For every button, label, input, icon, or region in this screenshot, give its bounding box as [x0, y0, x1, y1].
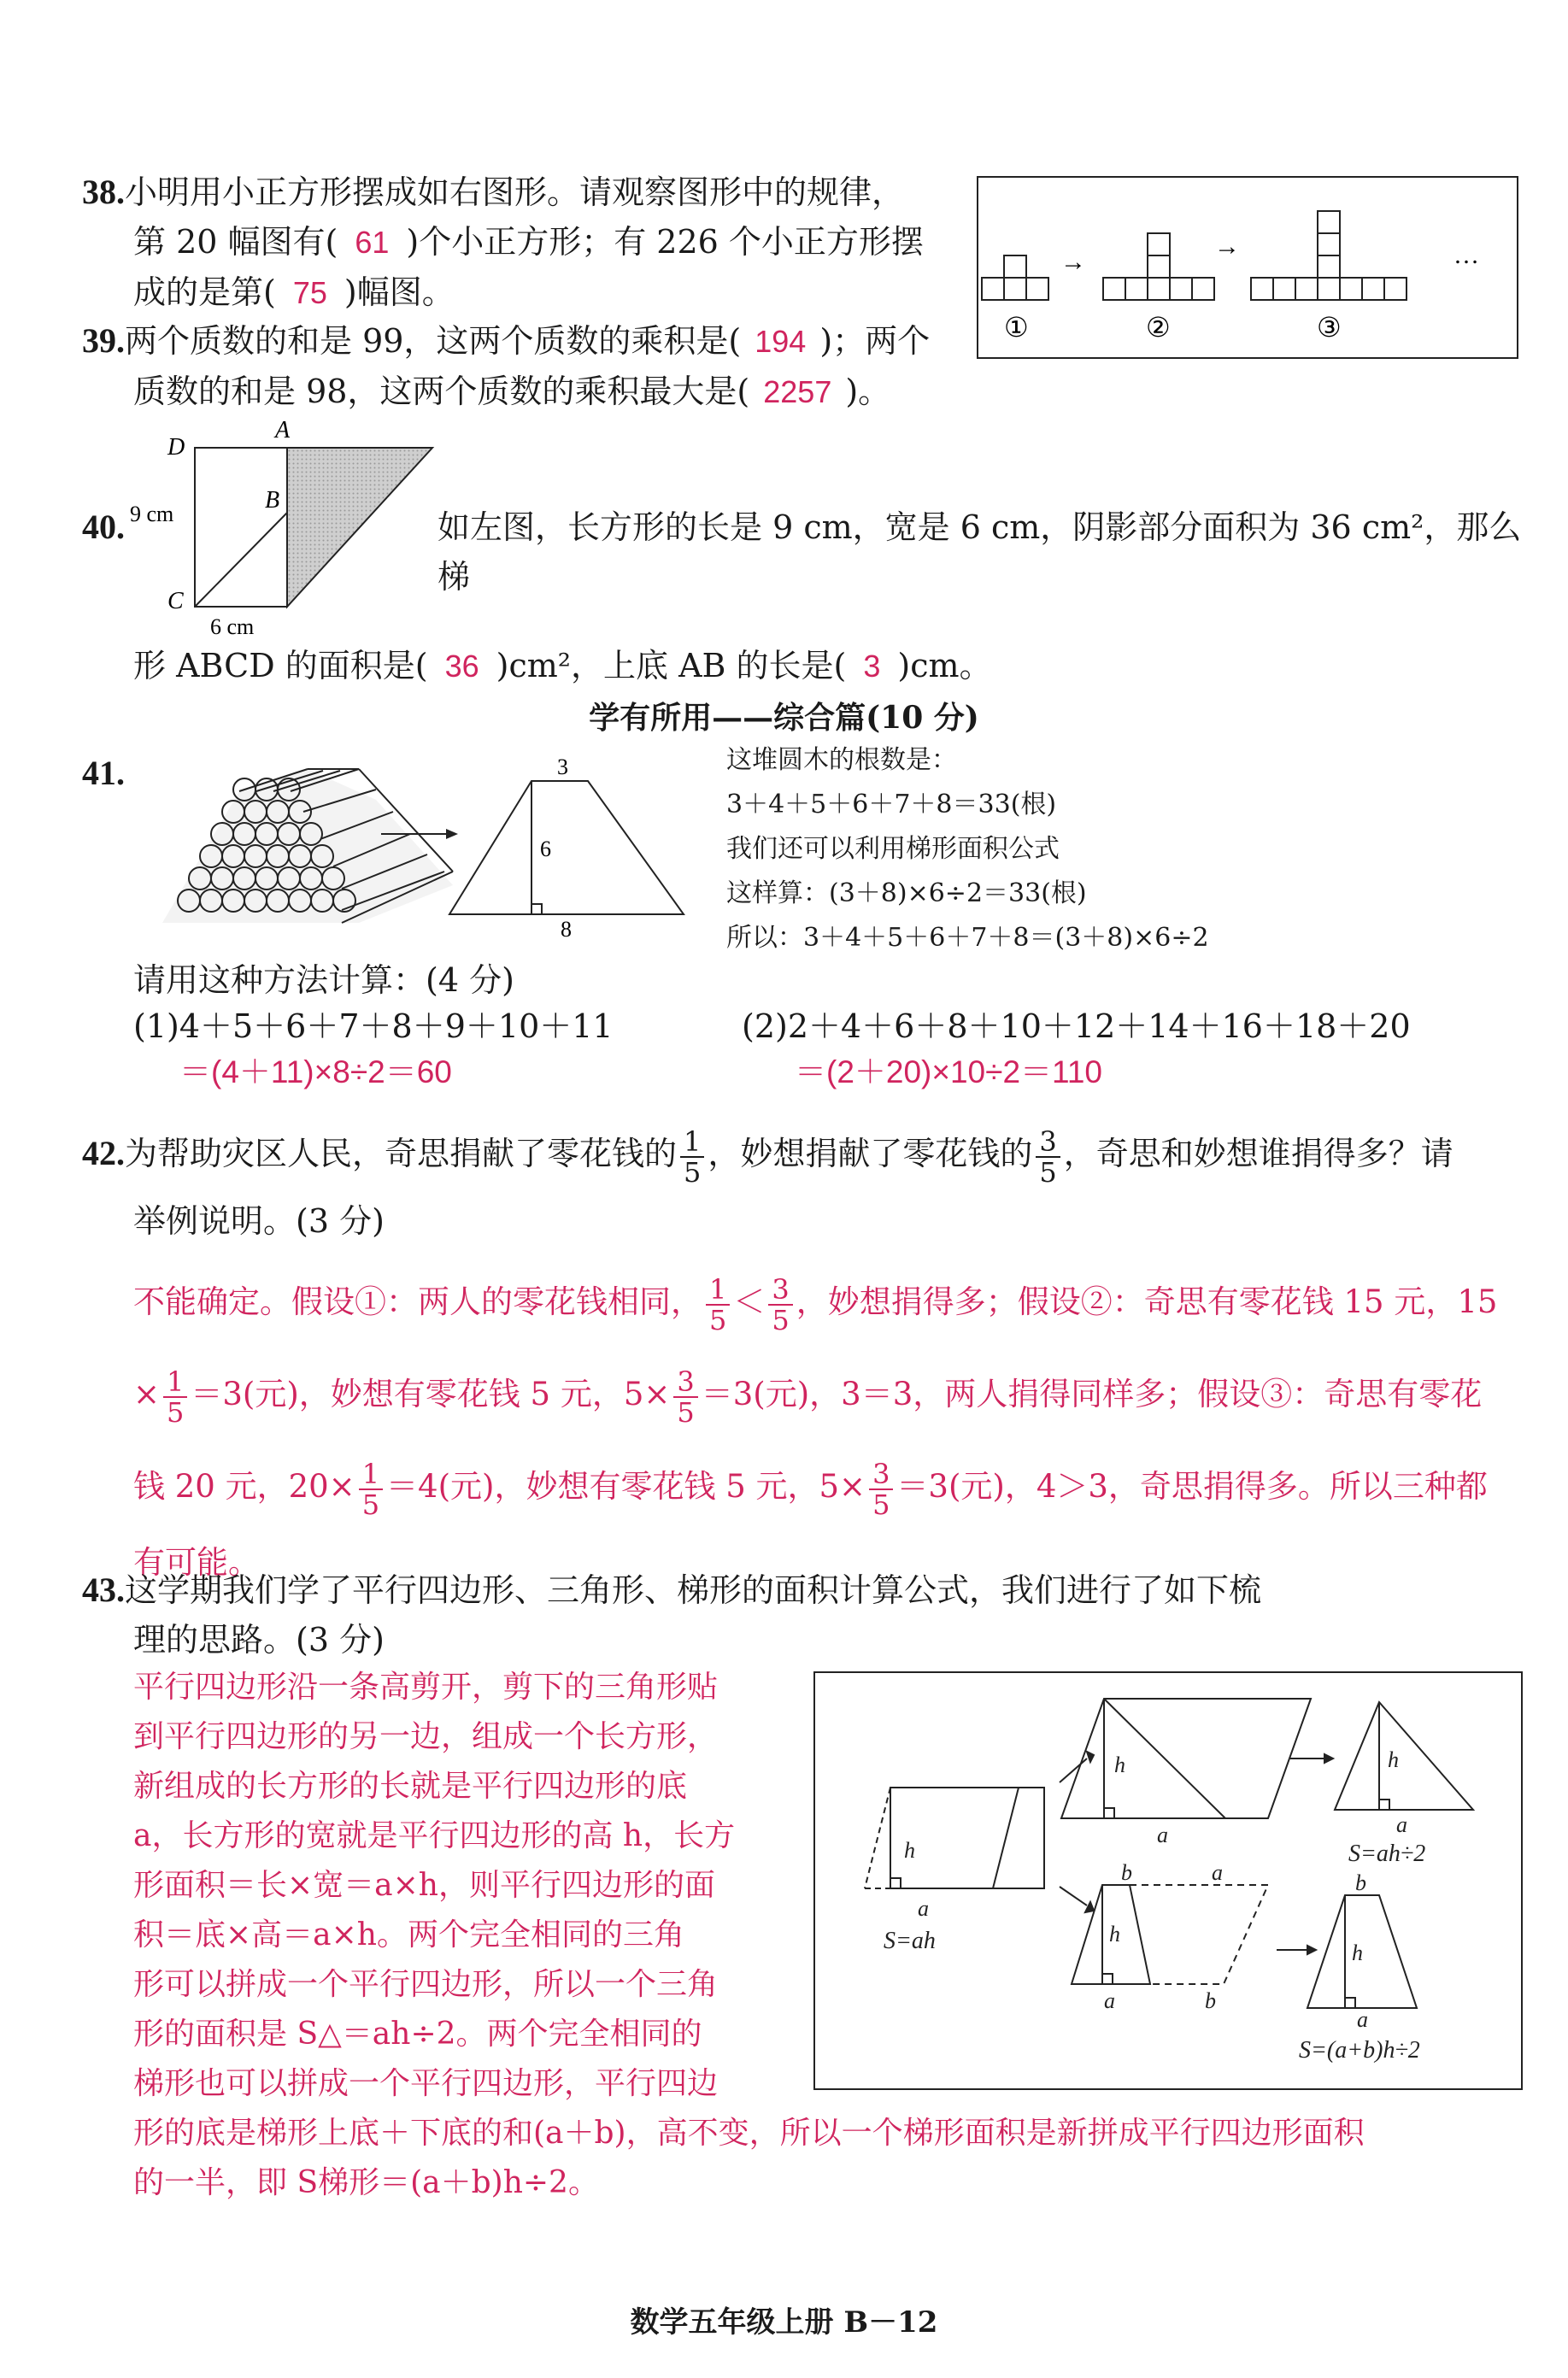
label-B: B — [265, 487, 280, 514]
q39-line1b: )；两个 — [819, 322, 931, 360]
q43-answer-line: 积＝底×高＝a×h。两个完全相同的三角 — [133, 1917, 684, 1952]
frac-den: 5 — [709, 1303, 727, 1336]
q41-number: 41. — [82, 754, 125, 792]
q41-explain-line: 这堆圆木的根数是： — [726, 745, 957, 775]
q38-line2a: 第 20 幅图有( — [133, 223, 338, 261]
fraction — [163, 1367, 187, 1427]
q43-answer-line: 形的面积是 S△＝ah÷2。两个完全相同的 — [133, 2017, 702, 2052]
label-a: a — [918, 1896, 929, 1921]
q38-line3b: )幅图。 — [344, 273, 455, 311]
label-h: h — [1114, 1753, 1125, 1777]
trap-height-label: 6 — [540, 837, 551, 861]
q38-line3a: 成的是第( — [133, 273, 276, 311]
q42-a2a: × — [133, 1376, 161, 1412]
q42-t3: ，奇思和妙想谁捐得多？请 — [1063, 1135, 1453, 1172]
q41-explain-line: 这样算：(3＋8)×6÷2＝33(根) — [726, 878, 1087, 908]
q38-line2b: )个小正方形；有 226 个小正方形摆 — [406, 223, 924, 261]
q43-number: 43. — [82, 1571, 125, 1609]
square — [1004, 255, 1026, 278]
q39-line1a: 两个质数的和是 99，这两个质数的乘积是( — [125, 322, 742, 360]
parallelogram-shape — [1061, 1699, 1311, 1818]
q43-figure — [813, 1671, 1523, 2090]
arrow-icon: → — [1060, 248, 1086, 276]
formula-rectangle: S=ah — [884, 1928, 936, 1954]
q38-text — [82, 167, 971, 318]
frac-num: 3 — [869, 1459, 893, 1490]
trap-bottom-label: 8 — [561, 917, 572, 940]
frac-den: 5 — [167, 1395, 185, 1429]
q41-figure — [128, 752, 726, 940]
q40-number-wrap — [82, 502, 125, 552]
q38-fig-label-3: ③ — [1317, 312, 1342, 343]
frac-num: 1 — [680, 1127, 704, 1158]
label-h: h — [904, 1838, 915, 1863]
q40-line2c: )cm。 — [897, 647, 992, 684]
q43-answer-line: 平行四边形沿一条高剪开，剪下的三角形贴 — [133, 1670, 719, 1705]
frac-den: 5 — [1039, 1155, 1057, 1189]
q40-line2a: 形 ABCD 的面积是( — [133, 647, 428, 684]
fraction — [673, 1367, 697, 1427]
q41-explain-line: 所以：3＋4＋5＋6＋7＋8＝(3＋8)×6÷2 — [726, 923, 1209, 953]
q42-a1: 不能确定。假设①：两人的零花钱相同， — [133, 1283, 702, 1320]
q42-t4: 举例说明。(3 分) — [133, 1202, 385, 1240]
q38-answer-1: 61 — [355, 225, 390, 260]
label-h: h — [1109, 1922, 1120, 1946]
q43-answer-line: 形面积＝长×宽＝a×h，则平行四边形的面 — [133, 1868, 715, 1903]
q41-explanation — [726, 738, 1521, 960]
q40-trapezoid-svg — [82, 419, 458, 641]
label-b: b — [1121, 1860, 1132, 1885]
frac-den: 5 — [772, 1303, 790, 1336]
q43-answer-left — [133, 1663, 808, 2109]
q42-a2b: ＝3(元)，妙想有零花钱 5 元，5× — [191, 1376, 671, 1412]
q41-part2: (2)2＋4＋6＋8＋10＋12＋14＋16＋18＋20 — [742, 1007, 1411, 1045]
frac-num: 3 — [1036, 1127, 1060, 1158]
q43-answer-line: 形可以拼成一个平行四边形，所以一个三角 — [133, 1967, 719, 2002]
q41-part2-answer: ＝(2＋20)×10÷2＝110 — [795, 1054, 1103, 1089]
q39-line2b: )。 — [845, 373, 891, 410]
q39-answer-1: 194 — [755, 324, 807, 359]
label-C: C — [167, 588, 184, 614]
label-h: h — [1388, 1747, 1399, 1772]
q42-a1b: ＜ — [733, 1283, 766, 1320]
q42-a3a: 钱 20 元，20× — [133, 1468, 355, 1505]
q43-area-diagram-svg — [815, 1673, 1521, 2088]
frac-num: 1 — [706, 1275, 730, 1306]
q42-a1c: ，妙想捐得多；假设②：奇思有零花钱 15 元，15 — [796, 1283, 1498, 1320]
section-title: 学有所用——综合篇(10 分) — [589, 700, 979, 736]
formula-triangle: S=ah÷2 — [1348, 1841, 1426, 1867]
q38-fig-label-2: ② — [1146, 312, 1171, 343]
trapezoid — [449, 781, 684, 914]
ellipsis: … — [1453, 241, 1479, 269]
frac-den: 5 — [872, 1488, 890, 1521]
q42-t1: 为帮助灾区人民，奇思捐献了零花钱的 — [125, 1135, 678, 1172]
q41-logs-svg — [128, 752, 726, 940]
q43-answer-bottom — [133, 2109, 1543, 2208]
fraction — [706, 1272, 730, 1336]
diagonal — [195, 513, 287, 607]
q41-number-wrap — [82, 749, 125, 798]
fraction-1-5 — [680, 1124, 704, 1189]
label-h: h — [1352, 1941, 1363, 1965]
q40-answer-1: 36 — [444, 649, 479, 684]
q43-line2: 理的思路。(3 分) — [133, 1621, 385, 1659]
q42-a4: 有可能。 — [133, 1544, 260, 1581]
q43-line1: 这学期我们学了平行四边形、三角形、梯形的面积计算公式，我们进行了如下梳 — [125, 1571, 1262, 1609]
label-side: 9 cm — [130, 502, 174, 526]
q40-number: 40. — [82, 508, 125, 546]
label-bottom: 6 cm — [210, 614, 255, 639]
page-footer: 数学五年级上册 B－12 — [630, 2305, 938, 2340]
q38-fig-label-1: ① — [1004, 312, 1029, 343]
q43-question — [82, 1565, 1535, 1665]
fraction — [359, 1459, 383, 1519]
q43-answer-line: 形的底是梯形上底＋下底的和(a＋b)，高不变，所以一个梯形面积是新拼成平行四边形面积 — [133, 2116, 1365, 2151]
q40-line2 — [133, 641, 1535, 691]
label-b: b — [1205, 1988, 1216, 2013]
label-a: a — [1157, 1823, 1168, 1847]
q39-text — [82, 316, 971, 417]
q38-answer-2: 75 — [292, 275, 327, 310]
label-a: a — [1212, 1860, 1223, 1885]
q42-a3c: ＝3(元)，4＞3，奇思捐得多。所以三种都 — [896, 1468, 1488, 1505]
q43-answer-line: 新组成的长方形的长就是平行四边形的底 — [133, 1769, 688, 1804]
label-a: a — [1104, 1988, 1115, 2013]
q41-explain-line: 我们还可以利用梯形面积公式 — [726, 834, 1060, 864]
square — [1026, 278, 1048, 300]
q39-line2a: 质数的和是 98，这两个质数的乘积最大是( — [133, 373, 750, 410]
q42-t2: ，妙想捐献了零花钱的 — [708, 1135, 1033, 1172]
triangle-shape — [1335, 1702, 1473, 1810]
square — [1004, 278, 1026, 300]
fraction — [869, 1459, 893, 1519]
q41-prompt: 请用这种方法计算：(4 分) — [133, 961, 514, 999]
label-a: a — [1396, 1812, 1407, 1837]
frac-num: 1 — [359, 1459, 383, 1490]
label-a: a — [1357, 2007, 1368, 2032]
q42-number: 42. — [82, 1134, 125, 1172]
q43-answer-line: 到平行四边形的另一边，组成一个长方形， — [133, 1719, 719, 1754]
q43-answer-line: 的一半，即 S梯形＝(a＋b)h÷2。 — [133, 2165, 599, 2200]
frac-num: 1 — [163, 1367, 187, 1398]
label-A: A — [275, 419, 291, 443]
q43-answer-line: 梯形也可以拼成一个平行四边形，平行四边 — [133, 2066, 719, 2101]
label-b: b — [1355, 1870, 1366, 1895]
frac-den: 5 — [677, 1395, 695, 1429]
q40-figure — [82, 419, 458, 641]
q42-question — [82, 1121, 1535, 1187]
frac-num: 3 — [768, 1275, 792, 1306]
q38-number: 38. — [82, 173, 125, 211]
q43-answer-line: a，长方形的宽就是平行四边形的高 h，长方 — [133, 1818, 736, 1853]
label-D: D — [167, 434, 185, 461]
q38-figure — [977, 176, 1518, 359]
q39-number: 39. — [82, 321, 125, 360]
formula-trapezoid: S=(a+b)h÷2 — [1299, 2037, 1420, 2064]
arrow-icon: → — [1214, 232, 1240, 261]
square — [982, 278, 1004, 300]
q41-part1: (1)4＋5＋6＋7＋8＋9＋10＋11 — [133, 1007, 614, 1045]
q42-answer — [133, 1256, 1535, 1593]
frac-num: 3 — [673, 1367, 697, 1398]
q41-explain-line: 3＋4＋5＋6＋7＋8＝33(根) — [726, 790, 1057, 819]
q42-a3b: ＝4(元)，妙想有零花钱 5 元，5× — [386, 1468, 866, 1505]
q40-line1: 如左图，长方形的长是 9 cm，宽是 6 cm，阴影部分面积为 36 cm²，那么梯 — [438, 508, 1522, 596]
q40-line2b: )cm²，上底 AB 的长是( — [496, 647, 847, 684]
q40-answer-2: 3 — [863, 649, 881, 684]
fraction — [768, 1272, 792, 1336]
q38-line1: 小明用小正方形摆成如右图形。请观察图形中的规律， — [125, 173, 905, 211]
trap-top-label: 3 — [557, 755, 568, 779]
fraction-3-5 — [1036, 1124, 1060, 1189]
q39-answer-2: 2257 — [763, 374, 832, 409]
shaded-region — [287, 448, 432, 607]
q42-a2c: ＝3(元)，3＝3，两人捐得同样多；假设③：奇思有零花 — [701, 1376, 1483, 1412]
q38-pattern-svg — [978, 178, 1517, 357]
frac-den: 5 — [361, 1488, 380, 1521]
frac-den: 5 — [684, 1155, 702, 1189]
q41-part1-answer: ＝(4＋11)×8÷2＝60 — [179, 1054, 452, 1089]
